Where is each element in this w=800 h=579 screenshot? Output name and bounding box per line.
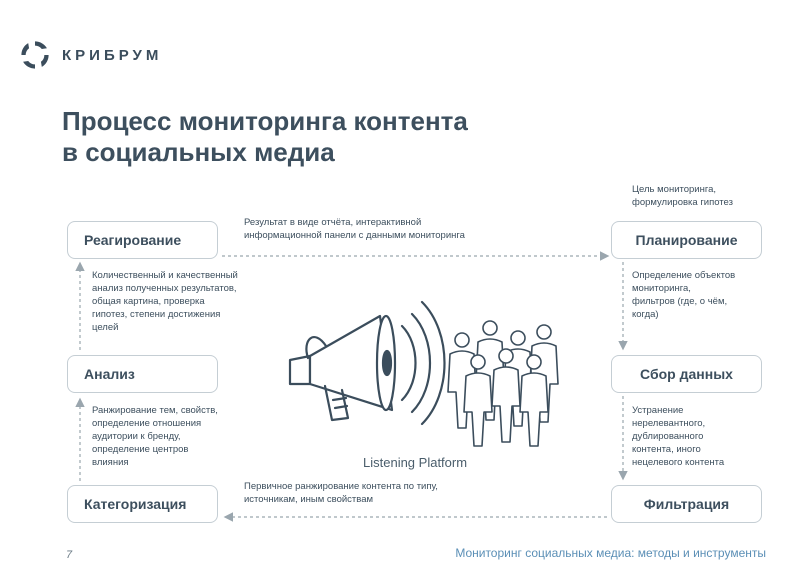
note-primary: Первичное ранжирование контента по типу, источникам, иным свойствам bbox=[244, 481, 438, 505]
kribrum-logo-icon bbox=[18, 38, 52, 72]
title-line-1: Процесс мониторинга контента bbox=[62, 106, 468, 136]
stage-reaction: Реагирование bbox=[67, 221, 218, 259]
footer-caption: Мониторинг социальных медиа: методы и инструменты bbox=[455, 546, 766, 560]
note-objects: Определение объектов мониторинга, фильтров (где, о чём, когда) bbox=[632, 270, 736, 320]
note-cleanup: Устранение нерелевантного, дублированного контента, иного нецелевого контента bbox=[632, 405, 725, 468]
megaphone-crowd-icon bbox=[270, 280, 570, 460]
stage-categorization: Категоризация bbox=[67, 485, 218, 523]
brand-logo bbox=[18, 38, 162, 72]
note-goal: Цель мониторинга, формулировка гипотез bbox=[632, 184, 733, 208]
stage-analysis: Анализ bbox=[67, 355, 218, 393]
brand-name: КРИБРУМ bbox=[62, 46, 163, 64]
title-line-2: в социальных медиа bbox=[62, 137, 335, 167]
stage-collection: Сбор данных bbox=[611, 355, 762, 393]
page-number: 7 bbox=[66, 549, 73, 561]
note-quant: Количественный и качественный анализ полученных результатов, общая картина, проверка гипотез, степени достижения целей bbox=[92, 270, 238, 333]
note-ranking: Ранжирование тем, свойств, определение отношения аудитории к бренду, определение центров влияния bbox=[92, 405, 218, 468]
listening-platform-label: Listening Platform bbox=[363, 455, 468, 470]
note-report: Результат в виде отчёта, интерактивной информационной панели с данными мониторинга bbox=[244, 217, 465, 241]
stage-planning: Планирование bbox=[611, 221, 762, 259]
page-title bbox=[62, 106, 468, 168]
stage-filtering: Фильтрация bbox=[611, 485, 762, 523]
